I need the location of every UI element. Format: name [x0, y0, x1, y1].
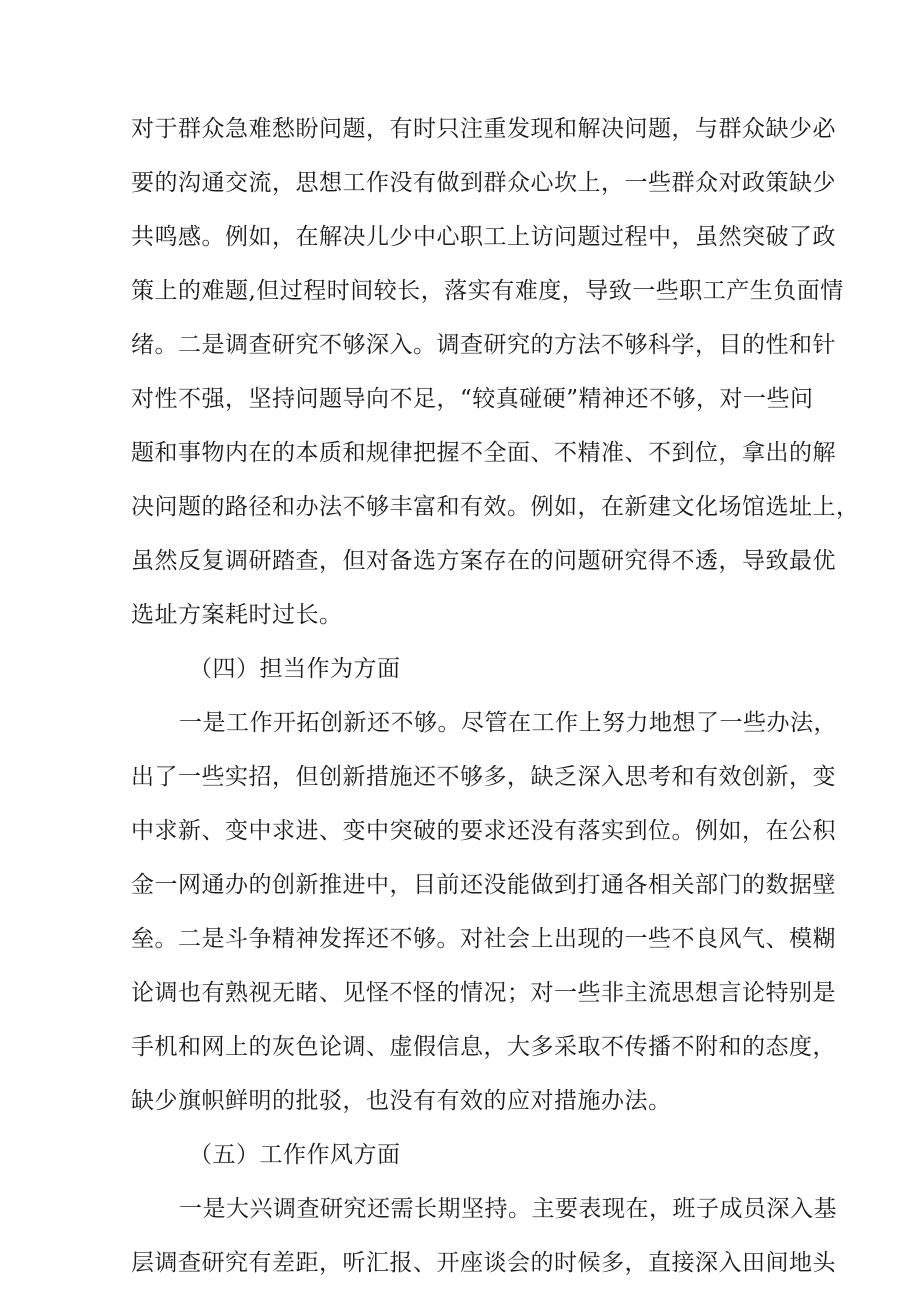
text-line: 论调也有熟视无睹、见怪不怪的情况；对一些非主流思想言论特别是 — [131, 980, 836, 1006]
text-line: 绪。二是调查研究不够深入。调查研究的方法不够科学，目的性和针 — [131, 332, 836, 358]
text-line: 中求新、变中求进、变中突破的要求还没有落实到位。例如，在公积 — [131, 818, 836, 844]
paragraph-start: 一是大兴调查研究还需长期坚持。主要表现在，班子成员深入基 — [179, 1196, 837, 1222]
text-line: 缺少旗帜鲜明的批驳，也没有有效的应对措施办法。 — [131, 1088, 672, 1114]
text-line: 要的沟通交流，思想工作没有做到群众心坎上，一些群众对政策缺少 — [131, 170, 836, 196]
text-line: 对于群众急难愁盼问题，有时只注重发现和解决问题，与群众缺少必 — [131, 116, 836, 142]
text-line: 手机和网上的灰色论调、虚假信息，大多采取不传播不附和的态度， — [131, 1034, 836, 1060]
text-line: 策上的难题,但过程时间较长，落实有难度，导致一些职工产生负面情 — [131, 278, 844, 304]
text-line: 决问题的路径和办法不够丰富和有效。例如，在新建文化场馆选址上， — [131, 494, 860, 520]
text-line: 题和事物内在的本质和规律把握不全面、不精准、不到位，拿出的解 — [131, 440, 836, 466]
text-line: 出了一些实招，但创新措施还不够多，缺乏深入思考和有效创新，变 — [131, 764, 836, 790]
text-line: 层调查研究有差距，听汇报、开座谈会的时候多，直接深入田间地头 — [131, 1250, 836, 1276]
section-heading-4: （四）担当作为方面 — [189, 656, 401, 682]
text-line: 共鸣感。例如，在解决儿少中心职工上访问题过程中，虽然突破了政 — [131, 224, 836, 250]
text-line: 金一网通办的创新推进中，目前还没能做到打通各相关部门的数据壁 — [131, 872, 836, 898]
text-line: 虽然反复调研踏查，但对备选方案存在的问题研究得不透，导致最优 — [131, 548, 836, 574]
section-heading-5: （五）工作作风方面 — [189, 1142, 401, 1168]
text-line: 对性不强，坚持问题导向不足，“较真碰硬”精神还不够，对一些问 — [131, 386, 814, 412]
document-body — [131, 102, 860, 1290]
paragraph-start: 一是工作开拓创新还不够。尽管在工作上努力地想了一些办法， — [179, 710, 837, 736]
text-line: 垒。二是斗争精神发挥还不够。对社会上出现的一些不良风气、模糊 — [131, 926, 836, 952]
text-line: 选址方案耗时过长。 — [131, 602, 343, 628]
